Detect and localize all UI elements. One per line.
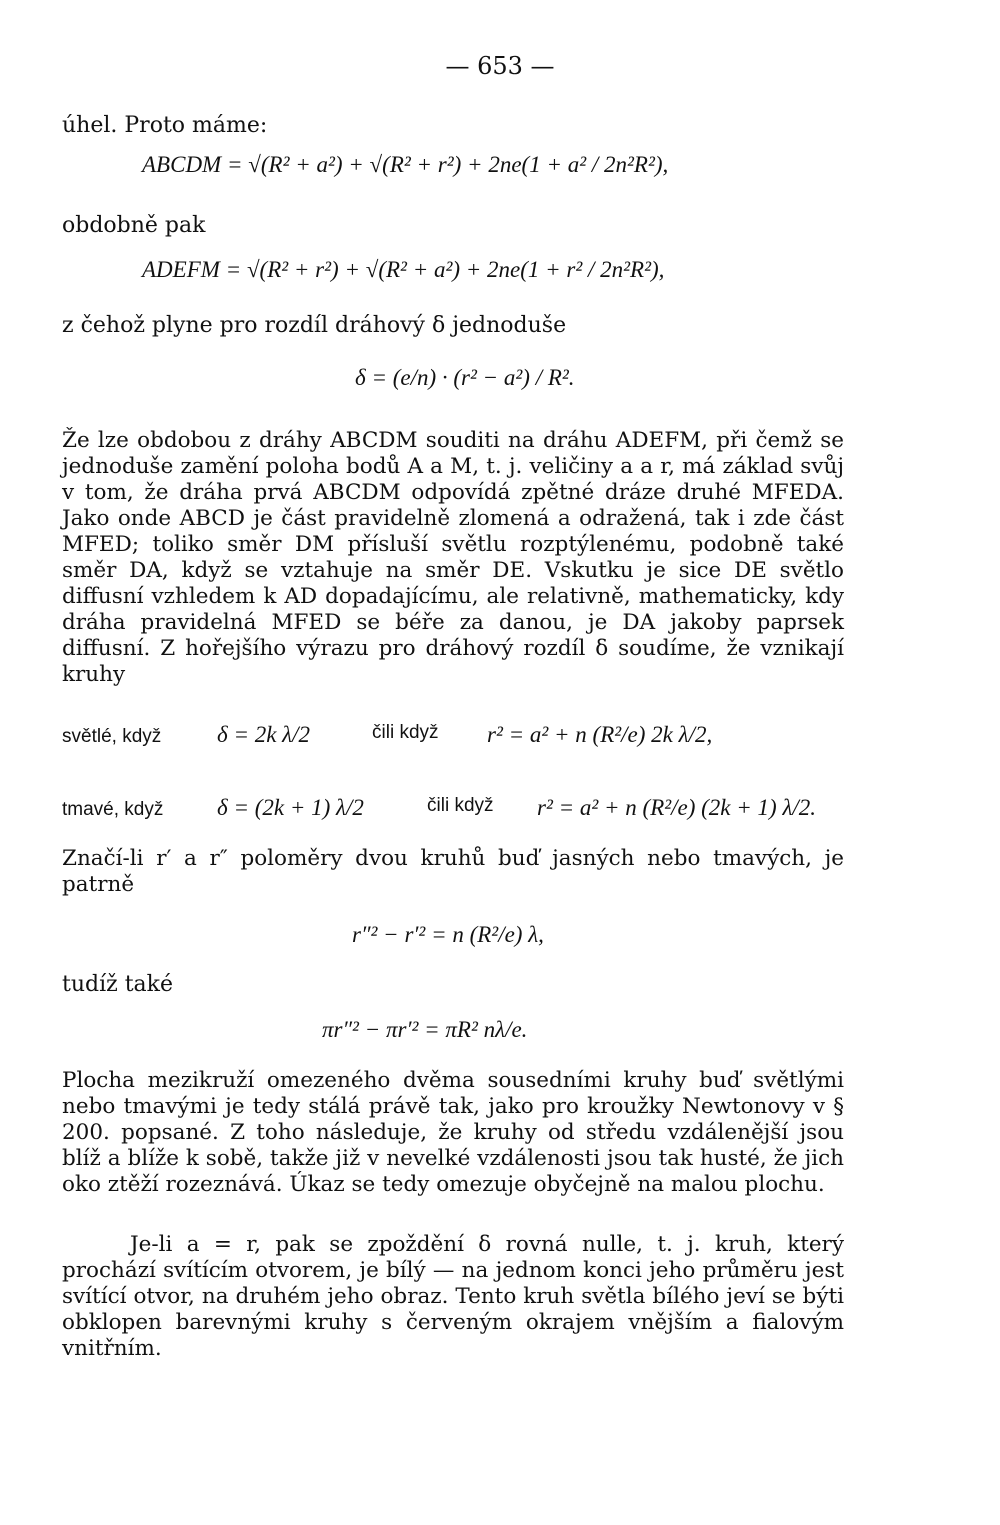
equation-area-difference: πr″² − πr′² = πR² nλ/e.	[322, 1017, 528, 1042]
similarly-text: obdobně pak	[62, 213, 206, 238]
equation-radius-difference: r″² − r′² = n (R²/e) λ,	[352, 922, 544, 947]
paragraph-white-ring: Je-li a = r, pak se zpoždění δ rovná nulle, t. j. kruh, který prochází svítícím otvorem, je bílý — na jednom konci jeho průměru jest svítící otvor, na druhém jeho obraz. Tento kruh světla bílého jeví se býti obklopen barevnými kruhy s červeným okrajem vnějším a fialovým vnitřním.	[62, 1232, 844, 1361]
bright-radius: r² = a² + n (R²/e) 2k λ/2,	[487, 722, 713, 747]
from-which-text: z čehož plyne pro rozdíl dráhový δ jednoduše	[62, 313, 567, 338]
paragraph-annulus-area: Plocha mezikruží omezeného dvěma sousedními kruhy buď světlými nebo tmavými je tedy stálá právě tak, jako pro kroužky Newtonovy v § 200. popsané. Z toho následuje, že kruhy od středu vzdálenější jsou blíž a blíže k sobě, takže již v nevelké vzdálenosti jsou tak husté, že jich oko ztěží rozeznává. Úkaz se tedy omezuje obyčejně na malou plochu.	[62, 1068, 844, 1197]
paragraph-path-analogy: Že lze obdobou z dráhy ABCDM souditi na dráhu ADEFM, při čemž se jednoduše zamění poloha bodů A a M, t. j. veličiny a a r, má základ svůj v tom, že dráha prvá ABCDM odpovídá zpětné dráze druhé MFEDA. Jako onde ABCD je část pravidelně zlomená a odražená, tak i zde část MFED; toliko směr DM přísluší světlu rozptýlenému, podobně také směr DA, když se vztahuje na směr DE. Vskutku je sice DE světlo diffusní vzhledem k AD dopadajícímu, ale relativně, mathematicky, kdy dráha pravidelná MFED se béře za danou, je DA jakoby paprsek diffusní. Z hořejšího výrazu pro dráhový rozdíl δ soudíme, že vznikají kruhy	[62, 428, 844, 687]
dark-delta: δ = (2k + 1) λ/2	[217, 795, 364, 820]
dark-condition-row	[62, 795, 842, 821]
equation-adefm	[142, 257, 664, 283]
dark-radius: r² = a² + n (R²/e) (2k + 1) λ/2.	[537, 795, 817, 820]
bright-condition-row	[62, 722, 842, 748]
equation-abcdm-rhs: √(R² + a²) + √(R² + r²) + 2ne(1 + a² / 2n²R²),	[248, 152, 669, 177]
page-number: — 653 —	[445, 52, 555, 80]
dark-label: tmavé, když	[62, 799, 164, 820]
equation-abcdm	[142, 152, 668, 178]
paragraph-radii: Značí-li r′ a r″ poloměry dvou kruhů buď jasných nebo tmavých, je patrně	[62, 846, 844, 897]
intro-text: úhel. Proto máme:	[62, 113, 268, 138]
bright-delta: δ = 2k λ/2	[217, 722, 311, 747]
dark-or: čili když	[427, 795, 494, 816]
equation-adefm-rhs: √(R² + r²) + √(R² + a²) + 2ne(1 + r² / 2n²R²),	[246, 257, 665, 282]
equation-delta: δ = (e/n) · (r² − a²) / R².	[355, 365, 575, 390]
hence-text: tudíž také	[62, 972, 174, 997]
equation-adefm-lhs: ADEFM =	[142, 257, 242, 282]
equation-abcdm-lhs: ABCDM =	[142, 152, 243, 177]
bright-label: světlé, když	[62, 726, 162, 747]
bright-or: čili když	[372, 722, 439, 743]
